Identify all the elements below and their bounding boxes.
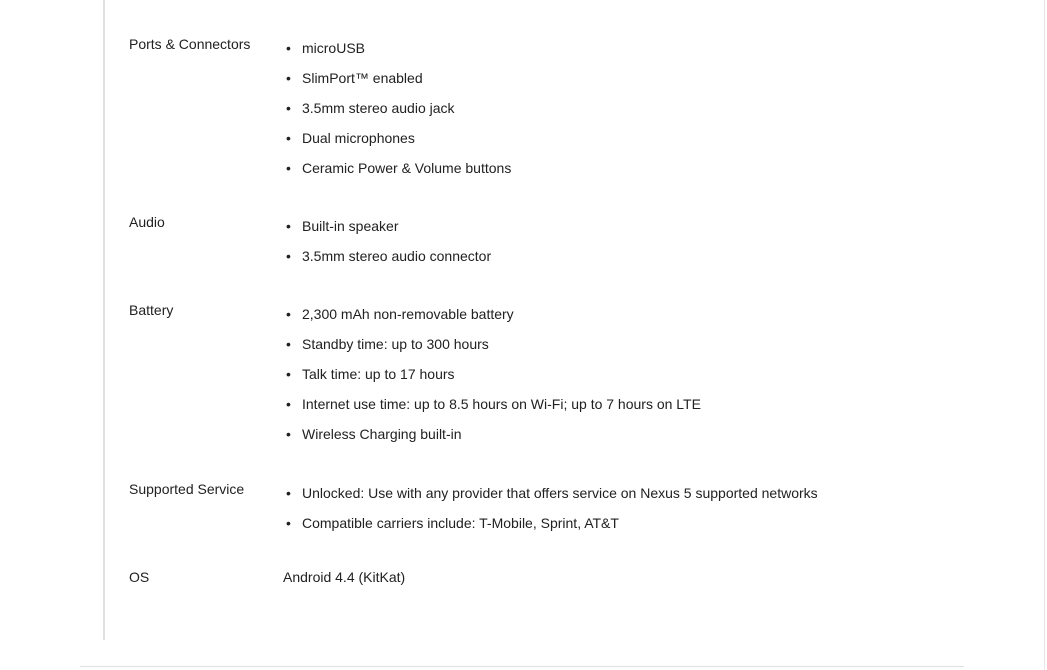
list-item: • Ceramic Power & Volume buttons: [286, 160, 512, 176]
right-divider: [1044, 0, 1045, 670]
spec-list: [283, 39, 511, 189]
spec-list: [283, 305, 701, 455]
spec-label: Audio: [129, 214, 165, 230]
spec-label: Battery: [129, 302, 174, 318]
list-item: • Talk time: up to 17 hours: [286, 366, 455, 382]
spec-list: [283, 217, 491, 277]
list-item: • 3.5mm stereo audio connector: [286, 248, 492, 264]
list-item: • SlimPort™ enabled: [286, 70, 423, 86]
list-item: • 2,300 mAh non-removable battery: [286, 306, 514, 322]
spec-value: Android 4.4 (KitKat): [283, 569, 406, 585]
spec-label: Supported Service: [129, 481, 245, 497]
list-item: • Internet use time: up to 8.5 hours on Wi-Fi; up to 7 hours on LTE: [286, 396, 701, 412]
list-item: • Wireless Charging built-in: [286, 426, 462, 442]
spec-label: OS: [129, 569, 150, 585]
list-item: • Dual microphones: [286, 130, 415, 146]
list-item: • Standby time: up to 300 hours: [286, 336, 489, 352]
list-item: • Unlocked: Use with any provider that offers service on Nexus 5 supported networks: [286, 485, 818, 501]
spec-label: Ports & Connectors: [129, 36, 251, 52]
list-item: • Compatible carriers include: T-Mobile, Sprint, AT&T: [286, 515, 619, 531]
list-item: • Built-in speaker: [286, 218, 399, 234]
bottom-divider: [80, 666, 964, 667]
list-item: • microUSB: [286, 40, 366, 56]
left-divider: [103, 0, 105, 640]
spec-list: [283, 484, 818, 544]
list-item: • 3.5mm stereo audio jack: [286, 100, 455, 116]
